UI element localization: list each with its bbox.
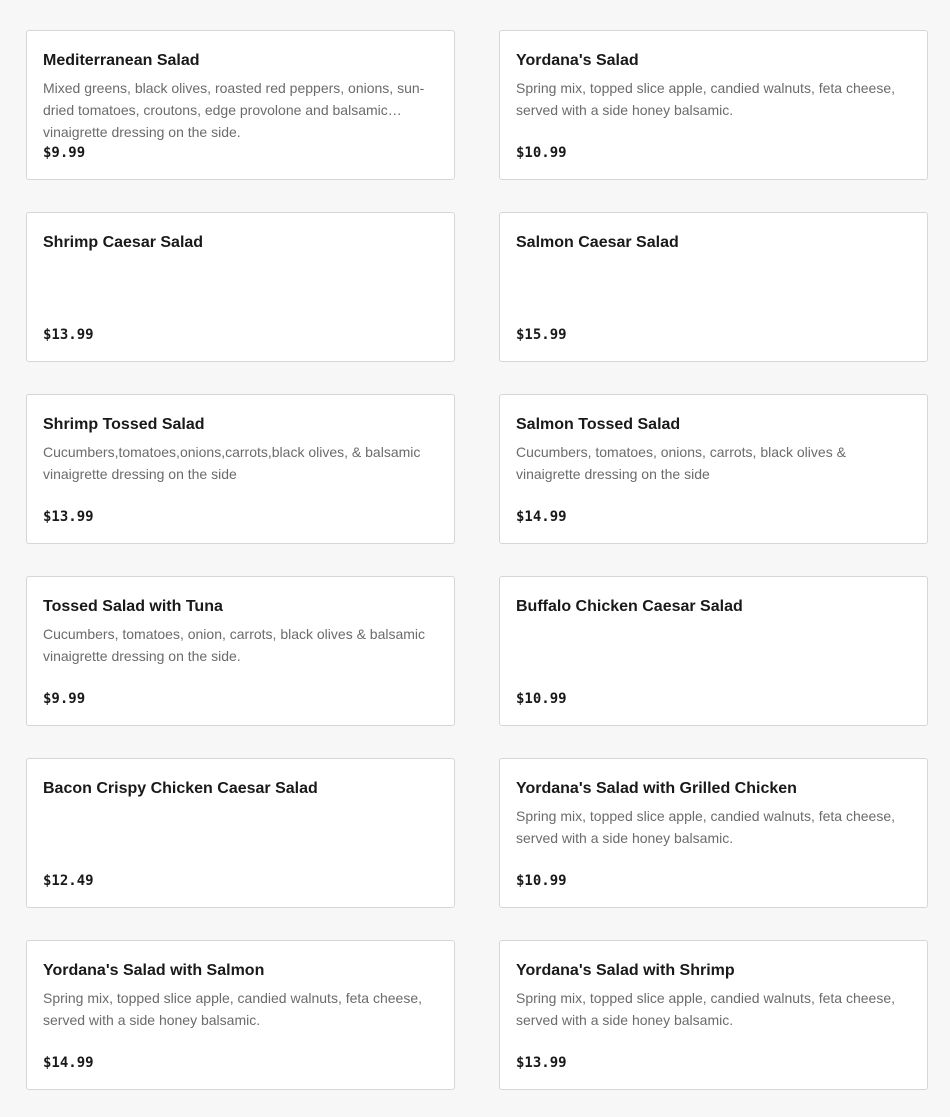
menu-item-price: $9.99 bbox=[43, 691, 86, 707]
menu-item-name: Yordana's Salad with Grilled Chicken bbox=[516, 780, 797, 797]
menu-item-name: Mediterranean Salad bbox=[43, 52, 200, 69]
menu-item-description: Cucumbers,tomatoes,onions,carrots,black olives, & balsamic vinaigrette dressing on the side bbox=[43, 444, 421, 482]
menu-items-grid bbox=[26, 30, 928, 1090]
menu-item-description: Cucumbers, tomatoes, onions, carrots, black olives & vinaigrette dressing on the side bbox=[516, 444, 846, 482]
menu-item-card[interactable] bbox=[499, 30, 928, 180]
menu-item-price: $14.99 bbox=[43, 1055, 94, 1071]
menu-item-card[interactable] bbox=[499, 576, 928, 726]
menu-item-name: Salmon Tossed Salad bbox=[516, 416, 681, 433]
menu-item-price: $13.99 bbox=[43, 327, 94, 343]
menu-item-price: $12.49 bbox=[43, 873, 94, 889]
menu-item-card[interactable] bbox=[499, 758, 928, 908]
menu-item-name: Salmon Caesar Salad bbox=[516, 234, 679, 251]
menu-item-card[interactable] bbox=[26, 758, 455, 908]
menu-item-name: Bacon Crispy Chicken Caesar Salad bbox=[43, 780, 318, 797]
menu-item-card[interactable] bbox=[26, 30, 455, 180]
menu-item-price: $13.99 bbox=[516, 1055, 567, 1071]
menu-item-description: Cucumbers, tomatoes, onion, carrots, black olives & balsamic vinaigrette dressing on the side. bbox=[43, 626, 426, 664]
menu-item-card[interactable] bbox=[26, 940, 455, 1090]
menu-item-price: $10.99 bbox=[516, 145, 567, 161]
menu-item-price: $9.99 bbox=[43, 145, 86, 161]
menu-item-name: Yordana's Salad bbox=[516, 52, 639, 69]
menu-item-card[interactable] bbox=[26, 576, 455, 726]
menu-item-price: $14.99 bbox=[516, 509, 567, 525]
menu-item-card[interactable] bbox=[499, 940, 928, 1090]
menu-item-name: Shrimp Tossed Salad bbox=[43, 416, 205, 433]
menu-item-price: $10.99 bbox=[516, 873, 567, 889]
menu-item-description: Spring mix, topped slice apple, candied walnuts, feta cheese, served with a side honey balsamic. bbox=[516, 808, 896, 846]
menu-item-card[interactable] bbox=[26, 394, 455, 544]
menu-item-name: Buffalo Chicken Caesar Salad bbox=[516, 598, 743, 615]
menu-item-price: $15.99 bbox=[516, 327, 567, 343]
menu-item-name: Tossed Salad with Tuna bbox=[43, 598, 223, 615]
menu-item-name: Shrimp Caesar Salad bbox=[43, 234, 204, 251]
menu-item-card[interactable] bbox=[499, 212, 928, 362]
menu-item-description: Spring mix, topped slice apple, candied walnuts, feta cheese, served with a side honey balsamic. bbox=[43, 990, 423, 1028]
menu-item-description: Spring mix, topped slice apple, candied walnuts, feta cheese, served with a side honey balsamic. bbox=[516, 990, 896, 1028]
menu-item-card[interactable] bbox=[499, 394, 928, 544]
menu-item-card[interactable] bbox=[26, 212, 455, 362]
menu-item-name: Yordana's Salad with Shrimp bbox=[516, 962, 735, 979]
menu-item-name: Yordana's Salad with Salmon bbox=[43, 962, 265, 979]
menu-item-price: $10.99 bbox=[516, 691, 567, 707]
menu-item-description: Mixed greens, black olives, roasted red peppers, onions, sun-dried tomatoes, croutons, edge provolone and balsamic vinaigrette dressing on the side. bbox=[43, 80, 425, 140]
menu-item-description: Spring mix, topped slice apple, candied walnuts, feta cheese, served with a side honey balsamic. bbox=[516, 80, 896, 118]
menu-item-price: $13.99 bbox=[43, 509, 94, 525]
